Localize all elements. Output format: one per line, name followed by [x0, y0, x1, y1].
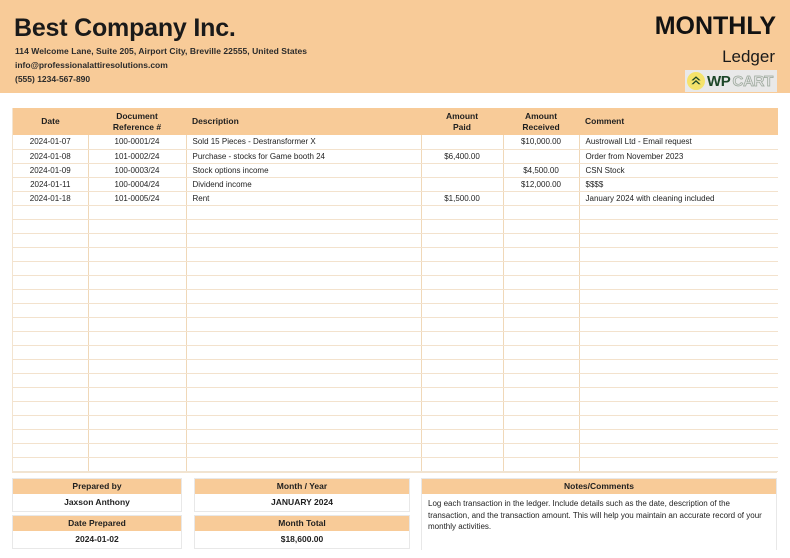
cell-description-empty[interactable]	[186, 387, 421, 401]
prepared-by-value[interactable]: Jaxson Anthony	[13, 494, 181, 511]
cell-date-empty[interactable]	[13, 401, 88, 415]
cell-amount-received-empty[interactable]	[503, 373, 579, 387]
cell-reference-empty[interactable]	[88, 317, 186, 331]
month-year-box	[194, 478, 410, 512]
cell-amount-received-empty[interactable]	[503, 289, 579, 303]
cell-description-empty[interactable]	[186, 261, 421, 275]
company-phone: (555) 1234-567-890	[15, 74, 91, 84]
table-row-empty	[13, 247, 778, 261]
cell-amount-paid[interactable]	[421, 163, 503, 177]
cell-reference-empty[interactable]	[88, 275, 186, 289]
cell-description-empty[interactable]	[186, 205, 421, 219]
table-row	[13, 177, 778, 191]
cell-amount-received-empty[interactable]	[503, 387, 579, 401]
cell-reference-empty[interactable]	[88, 345, 186, 359]
table-row-empty	[13, 233, 778, 247]
cell-description[interactable]: Purchase - stocks for Game booth 24	[186, 149, 421, 163]
cell-amount-received-empty[interactable]	[503, 261, 579, 275]
cell-date-empty[interactable]	[13, 331, 88, 345]
cell-reference-empty[interactable]	[88, 373, 186, 387]
column-header-description	[186, 108, 421, 135]
cell-reference[interactable]: 100-0001/24	[88, 135, 186, 149]
cell-date-empty[interactable]	[13, 247, 88, 261]
cell-amount-paid-empty[interactable]	[421, 359, 503, 373]
cell-description[interactable]: Rent	[186, 191, 421, 205]
cell-amount-paid-empty[interactable]	[421, 275, 503, 289]
cell-description-empty[interactable]	[186, 303, 421, 317]
cell-reference-empty[interactable]	[88, 457, 186, 471]
cell-amount-paid-empty[interactable]	[421, 219, 503, 233]
cell-description-empty[interactable]	[186, 289, 421, 303]
notes-comments-box	[421, 478, 777, 550]
cell-amount-received-empty[interactable]	[503, 233, 579, 247]
cell-description-empty[interactable]	[186, 373, 421, 387]
logo-text-cart: CART	[732, 72, 773, 90]
cell-reference-empty[interactable]	[88, 429, 186, 443]
cell-amount-received[interactable]: $12,000.00	[503, 177, 579, 191]
cell-comment-empty[interactable]	[579, 303, 778, 317]
table-row-empty	[13, 415, 778, 429]
cell-amount-paid-empty[interactable]	[421, 415, 503, 429]
company-email: info@professionalattiresolutions.com	[15, 60, 168, 70]
cell-reference-empty[interactable]	[88, 289, 186, 303]
cell-amount-paid[interactable]	[421, 135, 503, 149]
cell-amount-paid-empty[interactable]	[421, 317, 503, 331]
table-row-empty	[13, 331, 778, 345]
cell-description-empty[interactable]	[186, 443, 421, 457]
cell-reference[interactable]: 101-0005/24	[88, 191, 186, 205]
cell-amount-received-empty[interactable]	[503, 457, 579, 471]
date-prepared-box	[12, 515, 182, 549]
column-header-amount-received-line1: Amount	[524, 110, 558, 121]
cell-amount-paid[interactable]	[421, 177, 503, 191]
cell-date[interactable]: 2024-01-07	[13, 135, 88, 149]
company-name: Best Company Inc.	[14, 14, 236, 42]
cell-description-empty[interactable]	[186, 247, 421, 261]
notes-value[interactable]: Log each transaction in the ledger. Include details such as the date, description of the transaction, and the transaction amount. This will help you maintain an accurate record of your monthly activities.	[422, 494, 776, 550]
table-row	[13, 191, 778, 205]
table-body	[13, 135, 778, 471]
cell-amount-paid-empty[interactable]	[421, 373, 503, 387]
document-subtitle: Ledger	[722, 47, 775, 66]
month-total-value: $18,600.00	[195, 531, 409, 548]
cell-amount-received-empty[interactable]	[503, 205, 579, 219]
prepared-by-label: Prepared by	[13, 479, 181, 494]
company-address: 114 Welcome Lane, Suite 205, Airport City, Breville 22555, United States	[15, 46, 308, 56]
cell-comment-empty[interactable]	[579, 205, 778, 219]
cell-reference-empty[interactable]	[88, 387, 186, 401]
header-banner	[0, 0, 790, 93]
cell-reference-empty[interactable]	[88, 233, 186, 247]
column-header-amount-paid-line2: Paid	[453, 121, 471, 132]
cell-reference-empty[interactable]	[88, 205, 186, 219]
table-row	[13, 135, 778, 149]
cell-description[interactable]: Sold 15 Pieces - Destransformer X	[186, 135, 421, 149]
table-row-empty	[13, 289, 778, 303]
cell-comment[interactable]: CSN Stock	[579, 163, 778, 177]
cell-amount-paid-empty[interactable]	[421, 247, 503, 261]
table-row-empty	[13, 373, 778, 387]
cell-comment-empty[interactable]	[579, 219, 778, 233]
cell-description-empty[interactable]	[186, 317, 421, 331]
cell-amount-received-empty[interactable]	[503, 401, 579, 415]
ledger-table	[13, 108, 778, 472]
month-total-box	[194, 515, 410, 549]
table-row-empty	[13, 429, 778, 443]
table-row	[13, 163, 778, 177]
cell-comment-empty[interactable]	[579, 247, 778, 261]
cell-amount-paid-empty[interactable]	[421, 401, 503, 415]
cell-comment-empty[interactable]	[579, 317, 778, 331]
cell-amount-received-empty[interactable]	[503, 317, 579, 331]
chevron-up-icon	[687, 72, 705, 90]
table-row-empty	[13, 401, 778, 415]
cell-amount-received[interactable]	[503, 149, 579, 163]
cell-date[interactable]: 2024-01-08	[13, 149, 88, 163]
cell-reference-empty[interactable]	[88, 359, 186, 373]
wpcart-logo	[685, 70, 777, 92]
cell-amount-paid-empty[interactable]	[421, 331, 503, 345]
cell-date-empty[interactable]	[13, 317, 88, 331]
cell-description[interactable]: Stock options income	[186, 163, 421, 177]
table-header-row	[13, 108, 778, 135]
table-row-empty	[13, 443, 778, 457]
cell-date-empty[interactable]	[13, 289, 88, 303]
cell-comment-empty[interactable]	[579, 233, 778, 247]
cell-description-empty[interactable]	[186, 359, 421, 373]
date-prepared-label: Date Prepared	[13, 516, 181, 531]
cell-amount-paid-empty[interactable]	[421, 443, 503, 457]
cell-amount-received[interactable]: $10,000.00	[503, 135, 579, 149]
cell-description-empty[interactable]	[186, 457, 421, 471]
cell-amount-received-empty[interactable]	[503, 303, 579, 317]
cell-reference[interactable]: 100-0003/24	[88, 163, 186, 177]
cell-description[interactable]: Dividend income	[186, 177, 421, 191]
month-year-label: Month / Year	[195, 479, 409, 494]
column-header-reference-line2: Reference #	[112, 121, 162, 132]
table-row-empty	[13, 205, 778, 219]
cell-description-empty[interactable]	[186, 401, 421, 415]
cell-comment-empty[interactable]	[579, 387, 778, 401]
column-header-comment-line1: Comment	[585, 116, 625, 127]
cell-amount-paid-empty[interactable]	[421, 345, 503, 359]
cell-date-empty[interactable]	[13, 387, 88, 401]
column-header-description-line1: Description	[192, 116, 239, 127]
document-title: MONTHLY	[654, 12, 776, 40]
column-header-date-line1: Date	[41, 116, 60, 127]
cell-description-empty[interactable]	[186, 429, 421, 443]
cell-date-empty[interactable]	[13, 205, 88, 219]
cell-amount-received[interactable]: $4,500.00	[503, 163, 579, 177]
cell-amount-received-empty[interactable]	[503, 219, 579, 233]
cell-reference-empty[interactable]	[88, 261, 186, 275]
cell-reference-empty[interactable]	[88, 247, 186, 261]
cell-amount-received-empty[interactable]	[503, 345, 579, 359]
cell-reference-empty[interactable]	[88, 303, 186, 317]
cell-amount-received-empty[interactable]	[503, 415, 579, 429]
cell-date-empty[interactable]	[13, 457, 88, 471]
column-header-amount-received	[503, 108, 579, 135]
table-row-empty	[13, 345, 778, 359]
cell-comment-empty[interactable]	[579, 289, 778, 303]
table-row-empty	[13, 387, 778, 401]
cell-amount-paid-empty[interactable]	[421, 457, 503, 471]
cell-date[interactable]: 2024-01-18	[13, 191, 88, 205]
column-header-reference-line1: Document	[116, 110, 158, 121]
date-prepared-value[interactable]: 2024-01-02	[13, 531, 181, 548]
cell-date-empty[interactable]	[13, 345, 88, 359]
cell-reference[interactable]: 101-0002/24	[88, 149, 186, 163]
cell-date-empty[interactable]	[13, 415, 88, 429]
cell-description-empty[interactable]	[186, 345, 421, 359]
cell-amount-paid-empty[interactable]	[421, 429, 503, 443]
cell-reference-empty[interactable]	[88, 401, 186, 415]
cell-amount-paid-empty[interactable]	[421, 303, 503, 317]
cell-amount-received[interactable]	[503, 191, 579, 205]
cell-date[interactable]: 2024-01-11	[13, 177, 88, 191]
table-row	[13, 149, 778, 163]
cell-comment-empty[interactable]	[579, 415, 778, 429]
column-header-amount-received-line2: Received	[522, 121, 560, 132]
cell-comment-empty[interactable]	[579, 429, 778, 443]
cell-date-empty[interactable]	[13, 233, 88, 247]
column-header-amount-paid-line1: Amount	[445, 110, 479, 121]
column-header-amount-paid	[421, 108, 503, 135]
cell-amount-paid-empty[interactable]	[421, 289, 503, 303]
cell-date-empty[interactable]	[13, 261, 88, 275]
table-row-empty	[13, 359, 778, 373]
cell-reference-empty[interactable]	[88, 443, 186, 457]
cell-comment-empty[interactable]	[579, 359, 778, 373]
cell-date-empty[interactable]	[13, 219, 88, 233]
cell-comment-empty[interactable]	[579, 331, 778, 345]
cell-description-empty[interactable]	[186, 233, 421, 247]
column-header-reference	[88, 108, 186, 135]
cell-amount-paid-empty[interactable]	[421, 261, 503, 275]
table-row-empty	[13, 303, 778, 317]
cell-amount-received-empty[interactable]	[503, 247, 579, 261]
cell-date-empty[interactable]	[13, 275, 88, 289]
column-header-comment	[579, 108, 778, 135]
cell-amount-received-empty[interactable]	[503, 359, 579, 373]
cell-comment[interactable]: $$$$	[579, 177, 778, 191]
cell-amount-received-empty[interactable]	[503, 429, 579, 443]
cell-reference[interactable]: 100-0004/24	[88, 177, 186, 191]
cell-reference-empty[interactable]	[88, 331, 186, 345]
table-row-empty	[13, 457, 778, 471]
table-row-empty	[13, 275, 778, 289]
cell-date-empty[interactable]	[13, 443, 88, 457]
cell-comment-empty[interactable]	[579, 345, 778, 359]
cell-reference-empty[interactable]	[88, 219, 186, 233]
table-row-empty	[13, 219, 778, 233]
cell-reference-empty[interactable]	[88, 415, 186, 429]
cell-comment-empty[interactable]	[579, 401, 778, 415]
cell-comment-empty[interactable]	[579, 443, 778, 457]
cell-date-empty[interactable]	[13, 429, 88, 443]
cell-amount-paid-empty[interactable]	[421, 205, 503, 219]
cell-description-empty[interactable]	[186, 415, 421, 429]
cell-date-empty[interactable]	[13, 359, 88, 373]
table-row-empty	[13, 261, 778, 275]
cell-amount-received-empty[interactable]	[503, 275, 579, 289]
cell-description-empty[interactable]	[186, 219, 421, 233]
cell-description-empty[interactable]	[186, 275, 421, 289]
ledger-table-frame	[12, 108, 777, 473]
column-header-date	[13, 108, 88, 135]
notes-label: Notes/Comments	[422, 479, 776, 494]
cell-comment-empty[interactable]	[579, 373, 778, 387]
cell-amount-received-empty[interactable]	[503, 331, 579, 345]
cell-amount-paid-empty[interactable]	[421, 233, 503, 247]
month-year-value[interactable]: JANUARY 2024	[195, 494, 409, 511]
prepared-by-box	[12, 478, 182, 512]
cell-comment-empty[interactable]	[579, 261, 778, 275]
cell-comment[interactable]: Austrowall Ltd - Email request	[579, 135, 778, 149]
table-header	[13, 108, 778, 135]
cell-comment[interactable]: Order from November 2023	[579, 149, 778, 163]
month-total-label: Month Total	[195, 516, 409, 531]
cell-amount-received-empty[interactable]	[503, 443, 579, 457]
logo-text-wp: WP	[706, 72, 731, 90]
cell-comment-empty[interactable]	[579, 457, 778, 471]
cell-description-empty[interactable]	[186, 331, 421, 345]
cell-date[interactable]: 2024-01-09	[13, 163, 88, 177]
table-row-empty	[13, 317, 778, 331]
cell-amount-paid[interactable]: $6,400.00	[421, 149, 503, 163]
cell-date-empty[interactable]	[13, 303, 88, 317]
cell-amount-paid[interactable]: $1,500.00	[421, 191, 503, 205]
cell-comment-empty[interactable]	[579, 275, 778, 289]
cell-date-empty[interactable]	[13, 373, 88, 387]
cell-comment[interactable]: January 2024 with cleaning included	[579, 191, 778, 205]
cell-amount-paid-empty[interactable]	[421, 387, 503, 401]
